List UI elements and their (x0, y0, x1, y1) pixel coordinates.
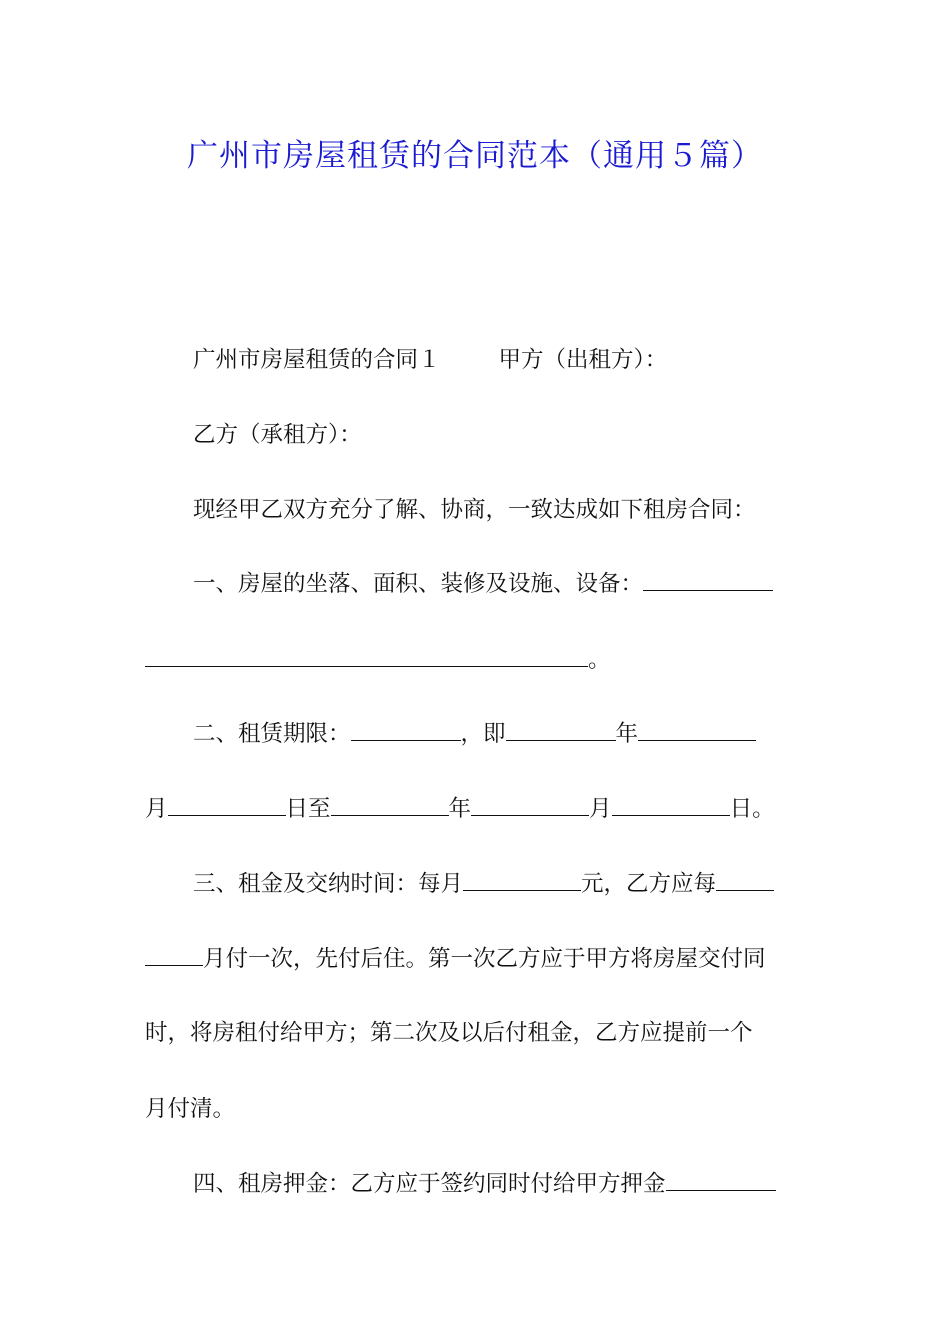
blank-underline (506, 718, 616, 741)
clause-3-text-4: 月付清。 (145, 1096, 236, 1122)
agreement-intro: 现经甲乙双方充分了解、协商，一致达成如下租房合同： (193, 497, 756, 523)
party-a-label: 甲方（出租方）： (498, 347, 668, 373)
party-b-line (193, 419, 810, 451)
blank-underline (716, 868, 774, 891)
blank-underline (145, 943, 203, 966)
blank-underline (612, 793, 730, 816)
paragraph-heading-line (193, 344, 810, 376)
clause-2-line (193, 718, 810, 750)
year-label: 年 (615, 721, 639, 747)
clause-4-line (193, 1168, 810, 1200)
clause-3-yuan: 元，乙方应每 (581, 871, 717, 897)
blank-underline (351, 718, 461, 741)
blank-underline (463, 868, 581, 891)
clause-1-end: 。 (588, 647, 611, 673)
day-end-label: 日。 (729, 796, 775, 822)
clause-2-ie: ，即 (460, 721, 506, 747)
clause-3-continuation-1 (145, 943, 810, 975)
clause-3-text-2: 月付一次，先付后住。第一次乙方应于甲方将房屋交付同 (203, 946, 766, 972)
clause-1-text: 一、房屋的坐落、面积、装修及设施、设备： (193, 571, 644, 597)
clause-3-text: 三、租金及交纳时间：每月 (193, 871, 464, 897)
party-b-label: 乙方（承租方）： (193, 422, 362, 448)
blank-underline (331, 793, 449, 816)
month-label: 月 (589, 796, 612, 822)
clause-3-continuation-3 (145, 1093, 810, 1125)
clause-3-line (193, 868, 810, 900)
blank-underline (638, 718, 756, 741)
agreement-intro-line (193, 494, 810, 526)
clause-1-continuation (145, 644, 810, 676)
clause-3-continuation-2 (145, 1017, 810, 1049)
clause-2-text: 二、租赁期限： (193, 721, 351, 747)
clause-3-text-3: 时，将房租付给甲方；第二次及以后付租金，乙方应提前一个 (145, 1020, 753, 1046)
blank-underline (666, 1168, 776, 1191)
year-label: 年 (448, 796, 472, 822)
day-to-label: 日至 (285, 796, 331, 822)
document-title: 广州市房屋租赁的合同范本（通用５篇） (187, 138, 763, 174)
clause-1-line (193, 568, 810, 600)
blank-underline (168, 793, 286, 816)
blank-underline (471, 793, 589, 816)
clause-4-text: 四、租房押金：乙方应于签约同时付给甲方押金 (193, 1171, 666, 1197)
blank-underline (643, 568, 773, 591)
contract-heading: 广州市房屋租赁的合同１ (193, 347, 441, 373)
blank-underline (145, 644, 588, 667)
clause-2-continuation (145, 793, 810, 825)
month-label: 月 (145, 796, 168, 822)
